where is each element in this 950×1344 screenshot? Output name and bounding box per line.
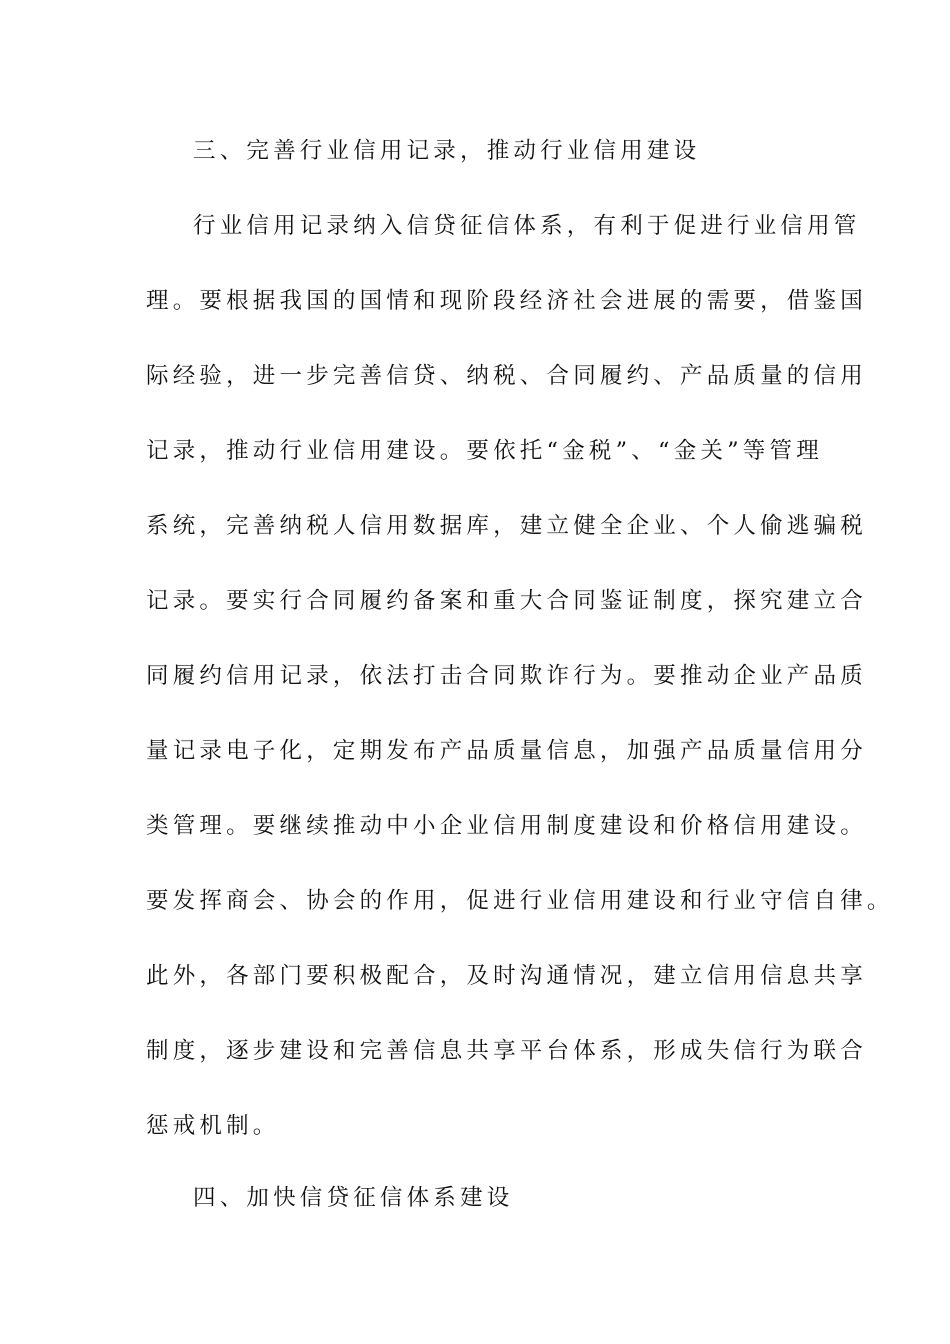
paragraph-line: 系统，完善纳税人信用数据库，建立健全企业、个人偷逃骗税 [146,513,867,539]
section-heading-3: 三、完善行业信用记录，推动行业信用建设 [193,138,701,164]
paragraph-line: 类管理。要继续推动中小企业信用制度建设和价格信用建设。 [146,813,867,839]
paragraph-line: 惩戒机制。 [146,1113,280,1139]
paragraph-line: 此外，各部门要积极配合，及时沟通情况，建立信用信息共享 [146,963,867,989]
paragraph-line: 行业信用记录纳入信贷征信体系，有利于促进行业信用管 [193,213,861,239]
paragraph-line: 量记录电子化，定期发布产品质量信息，加强产品质量信用分 [146,738,867,764]
paragraph-line: 记录，推动行业信用建设。要依托“金税”、“金关”等管理 [146,438,823,464]
section-heading-4: 四、加快信贷征信体系建设 [193,1185,514,1211]
paragraph-line: 理。要根据我国的国情和现阶段经济社会进展的需要，借鉴国 [146,288,867,314]
paragraph-line: 同履约信用记录，依法打击合同欺诈行为。要推动企业产品质 [146,663,867,689]
paragraph-line: 要发挥商会、协会的作用，促进行业信用建设和行业守信自律。 [146,888,894,914]
paragraph-line: 制度，逐步建设和完善信息共享平台体系，形成失信行为联合 [146,1038,867,1064]
paragraph-line: 际经验，进一步完善信贷、纳税、合同履约、产品质量的信用 [146,363,867,389]
paragraph-line: 记录。要实行合同履约备案和重大合同鉴证制度，探究建立合 [146,588,867,614]
